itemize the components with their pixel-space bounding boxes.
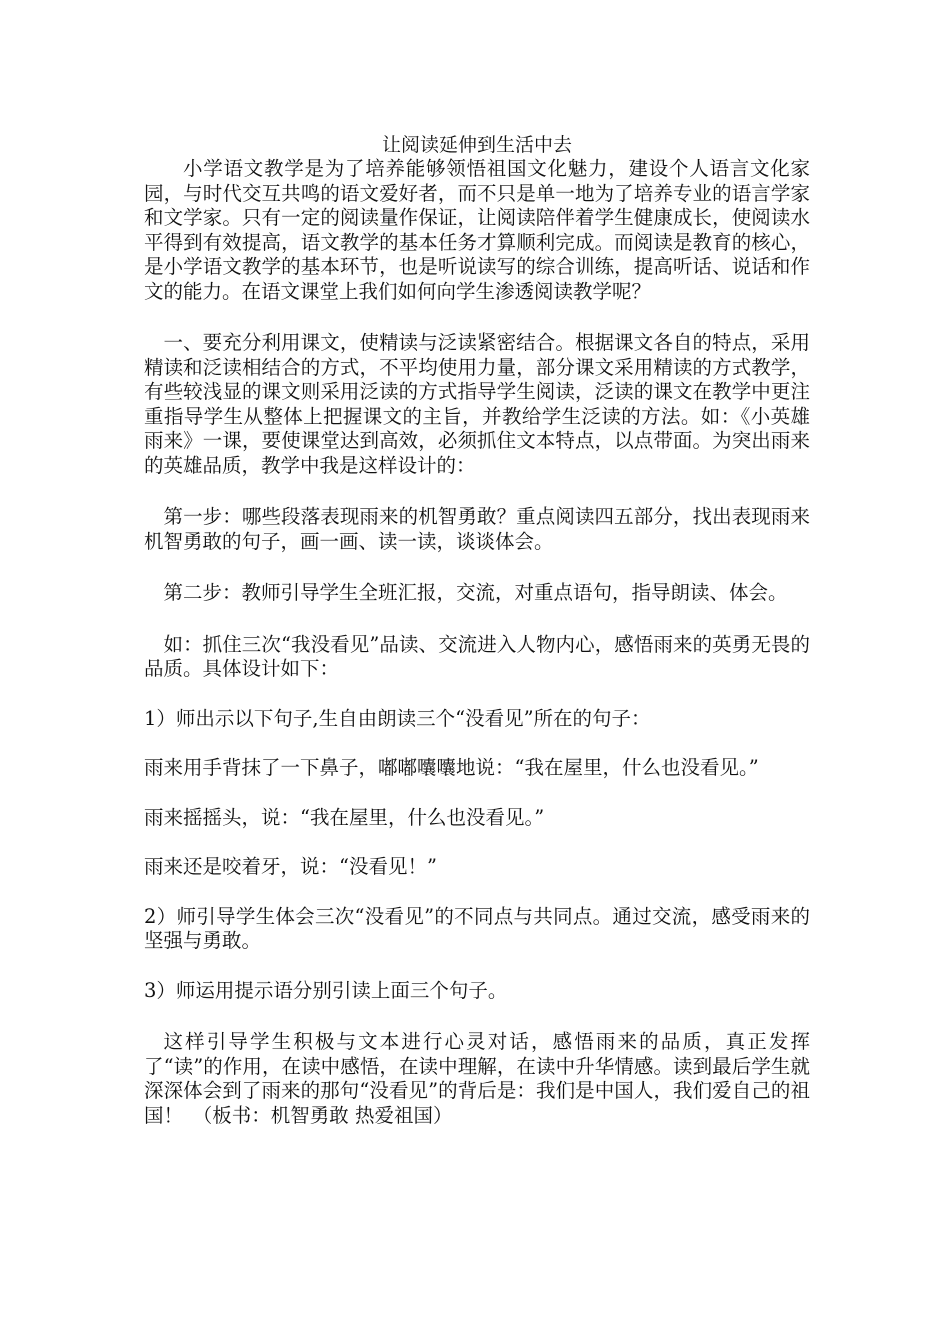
paragraph-item-two: 2）师引导学生体会三次“没看见”的不同点与共同点。通过交流，感受雨来的坚强与勇敢。 bbox=[144, 904, 810, 952]
paragraph-spacer bbox=[144, 731, 810, 756]
paragraph-spacer bbox=[144, 830, 810, 855]
paragraph-quote-three: 雨来还是咬着牙，说：“没看见！” bbox=[144, 855, 437, 878]
paragraph-step-one: 第一步：哪些段落表现雨来的机智勇敢？重点阅读四五部分，找出表现雨来机智勇敢的句子，画一画、读一读，谈谈体会。 bbox=[144, 505, 810, 553]
paragraph-quote-two: 雨来摇摇头，说：“我在屋里，什么也没看见。” bbox=[144, 805, 545, 829]
paragraph-item-three: 3）师运用提示语分别引读上面三个句子。 bbox=[144, 978, 508, 1002]
paragraph-spacer bbox=[144, 606, 810, 633]
paragraph-quote-one: 雨来用手背抹了一下鼻子，嘟嘟囔囔地说：“我在屋里，什么也没看见。” bbox=[144, 756, 759, 779]
paragraph-spacer bbox=[144, 954, 810, 979]
paragraph-spacer bbox=[144, 478, 810, 505]
paragraph-spacer bbox=[144, 1003, 810, 1030]
paragraph-example: 如：抓住三次“我没看见”品读、交流进入人物内心，感悟雨来的英勇无畏的品质。具体设计如下： bbox=[144, 632, 810, 680]
paragraph-spacer bbox=[144, 304, 810, 331]
document-page bbox=[144, 133, 810, 1128]
paragraph-spacer bbox=[144, 781, 810, 806]
paragraph-intro: 小学语文教学是为了培养能够领悟祖国文化魅力，建设个人语言文化家园，与时代交互共鸣的语文爱好者，而不只是单一地为了培养专业的语言学家和文学家。只有一定的阅读量作保证，让阅读陪伴着学生健康成长，使阅读水平得到有效提高，语文教学的基本任务才算顺利完成。而阅读是教育的核心，是小学语文教学的基本环节，也是听说读写的综合训练，提高听话、说话和作文的能力。在语文课堂上我们如何向学生渗透阅读教学呢？ bbox=[144, 157, 810, 303]
paragraph-spacer bbox=[144, 682, 810, 707]
paragraph-spacer bbox=[144, 554, 810, 581]
paragraph-item-one: 1）师出示以下句子,生自由朗读三个“没看见”所在的句子： bbox=[144, 706, 651, 730]
paragraph-step-two: 第二步：教师引导学生全班汇报，交流，对重点语句，指导朗读、体会。 bbox=[163, 581, 788, 604]
paragraph-conclusion: 这样引导学生积极与文本进行心灵对话，感悟雨来的品质，真正发挥了“读”的作用，在读中感悟，在读中理解，在读中升华情感。读到最后学生就深深体会到了雨来的那句“没看见”的背后是：我们是中国人，我们爱自己的祖国！ （板书：机智勇敢 热爱祖国） bbox=[144, 1030, 810, 1127]
paragraph-section-one: 一、要充分利用课文，使精读与泛读紧密结合。根据课文各自的特点，采用精读和泛读相结合的方式，不平均使用力量，部分课文采用精读的方式教学，有些较浅显的课文则采用泛读的方式指导学生阅读，泛读的课文在教学中更注重指导学生从整体上把握课文的主旨，并教给学生泛读的方法。如：《小英雄雨来》一课，要使课堂达到高效，必须抓住文本特点，以点带面。为突出雨来的英雄品质，教学中我是这样设计的： bbox=[144, 331, 810, 477]
paragraph-spacer bbox=[144, 880, 810, 905]
document-title: 让阅读延伸到生活中去 bbox=[381, 134, 572, 156]
